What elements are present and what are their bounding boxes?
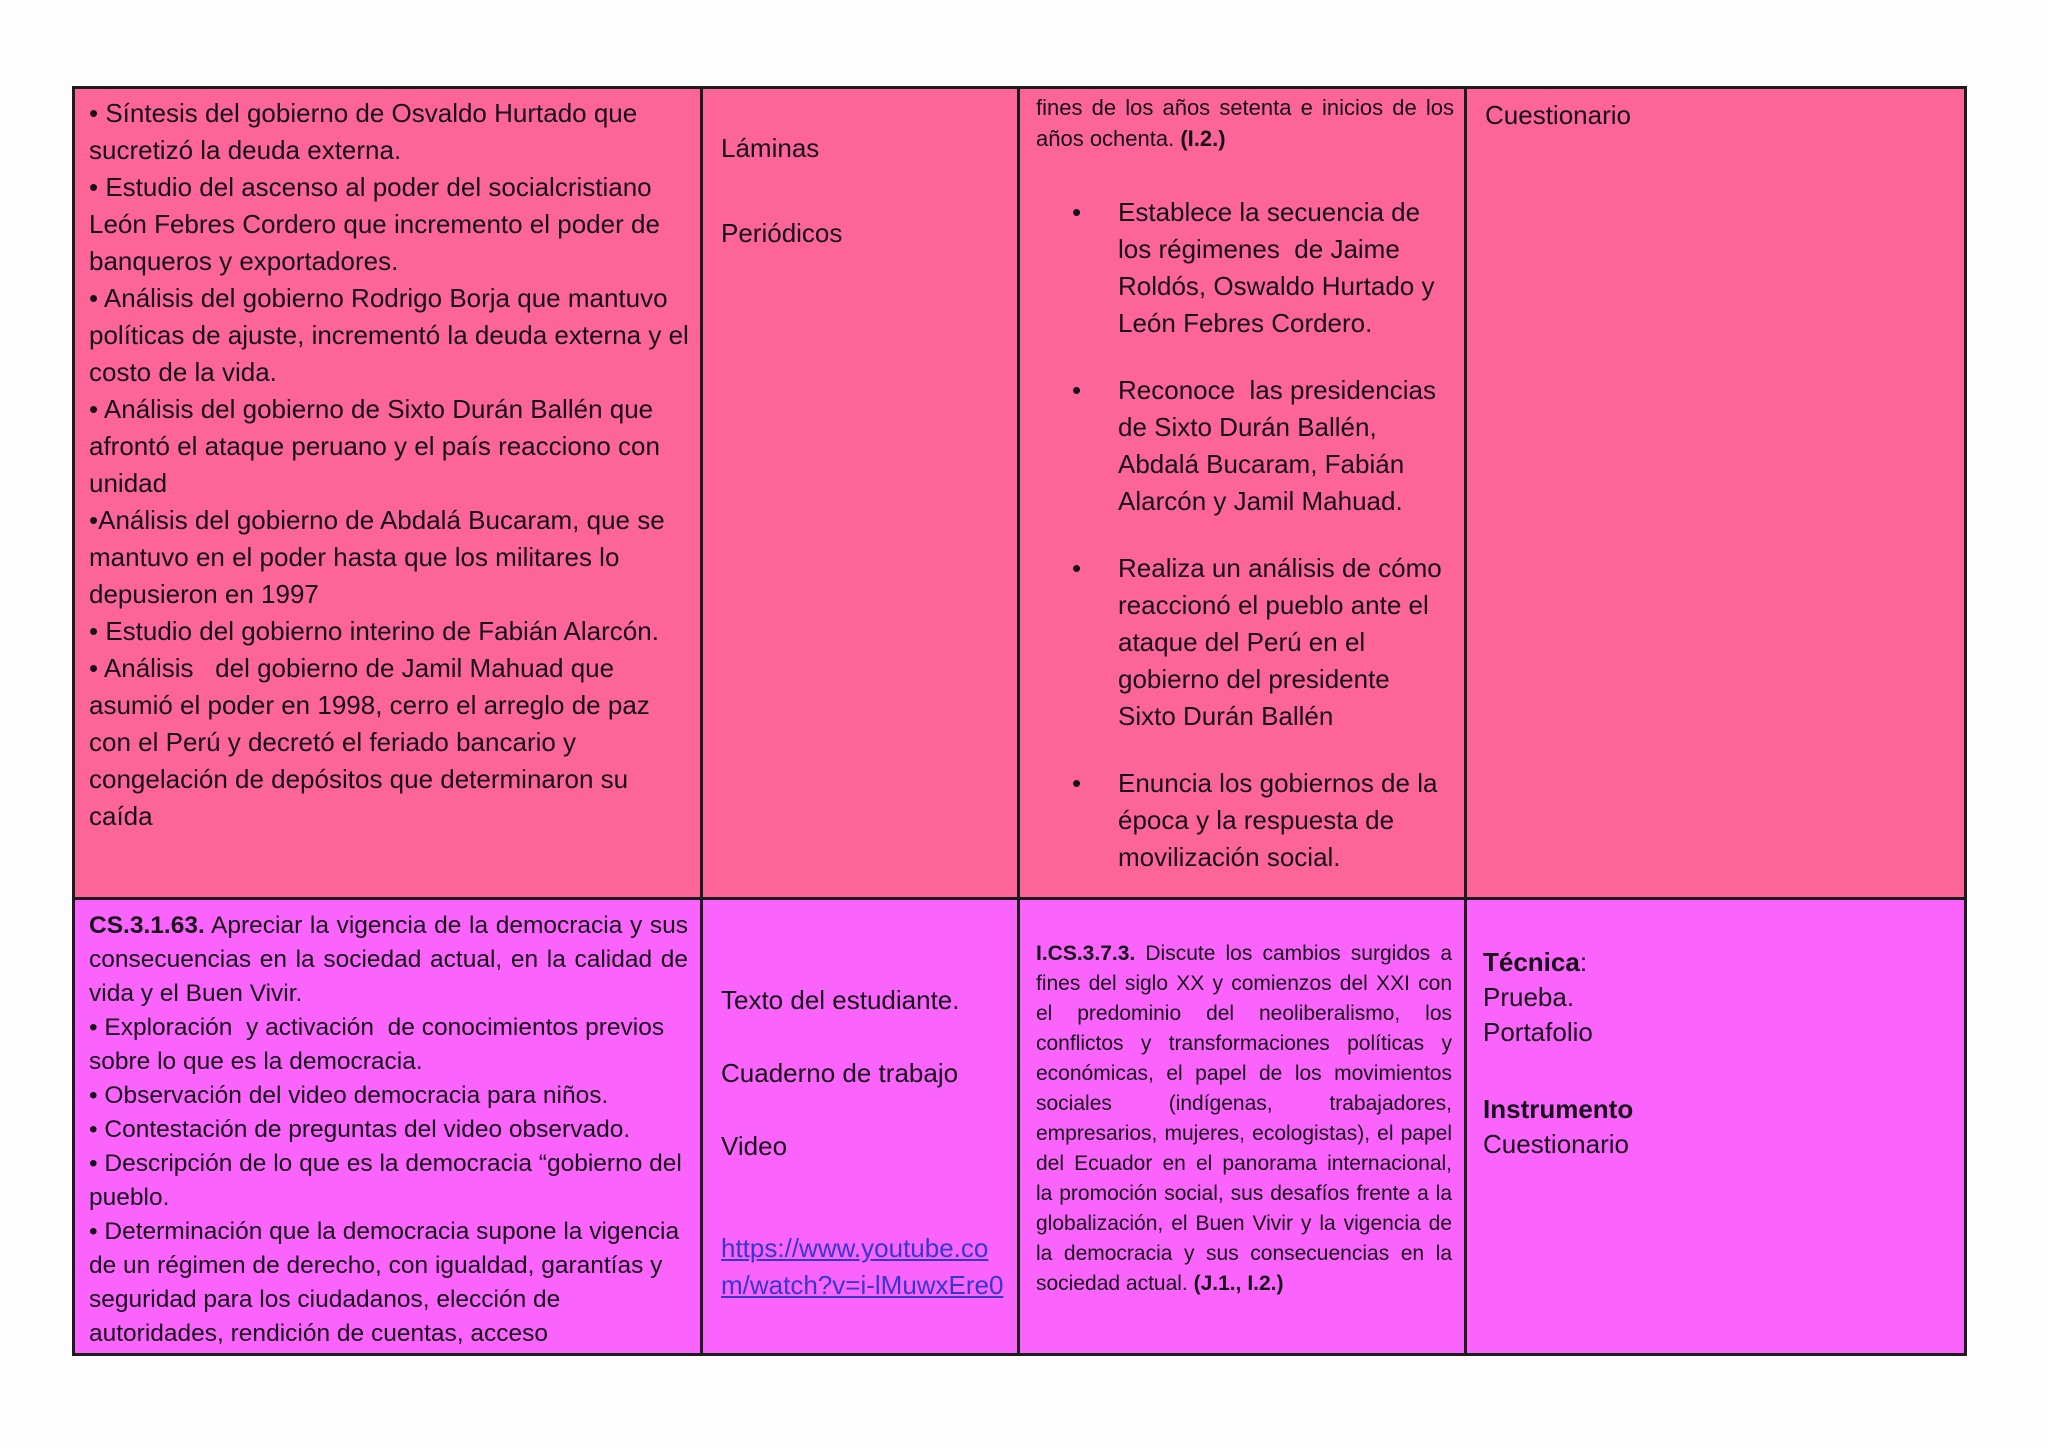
indicator-paragraph xyxy=(1036,939,1452,1299)
resource-periodicos: Periódicos xyxy=(721,218,843,248)
technique-portafolio: Portafolio xyxy=(1483,1017,1593,1047)
lesson-plan-table xyxy=(72,86,1967,1356)
indicator-body: Discute los cambios surgidos a fines del siglo XX y comienzos del XXI con el predominio del neoliberalismo, los conflictos y transformaciones políticas y económicas, el papel de los movimientos sociales (indígenas, trabajadores, empresarios, mujeres, ecologistas), el papel del Ecuador en el panorama internacional, la promoción social, sus desafíos frente a la globalización, el Buen Vivir y la vigencia de la democracia y sus consecuencias en la sociedad actual. xyxy=(1036,942,1452,1295)
cell-skill-democracy xyxy=(75,900,703,1353)
bullet-item: • Síntesis del gobierno de Osvaldo Hurtado que sucretizó la deuda externa. xyxy=(89,98,645,165)
cell-indicator-bottom xyxy=(1020,900,1467,1353)
bullet-item: • Contestación de preguntas del video observado. xyxy=(89,1116,631,1143)
indicator-intro-text: fines de los años setenta e inicios de los años ochenta. xyxy=(1036,95,1454,151)
indicator-code: I.CS.3.7.3. xyxy=(1036,942,1136,965)
instrument-cuestionario: Cuestionario xyxy=(1483,1129,1629,1159)
indicator-intro-ref: (I.2.) xyxy=(1180,126,1226,151)
bullet-item: • Descripción de lo que es la democracia “gobierno del pueblo. xyxy=(89,1150,689,1211)
technique-prueba: Prueba. xyxy=(1483,982,1575,1012)
resource-cuaderno: Cuaderno de trabajo xyxy=(721,1058,959,1088)
bullet-item: • Observación del video democracia para niños. xyxy=(89,1082,609,1109)
skill-intro-text: Apreciar la vigencia de la democracia y sus consecuencias en la sociedad actual, en la calidad de vida y el Buen Vivir. xyxy=(89,912,688,1007)
bullet-item: • Establece la secuencia de los régimenes de Jaime Roldós, Oswaldo Hurtado y León Febres Cordero. xyxy=(1072,194,1454,342)
cell-resources-bottom xyxy=(703,900,1020,1353)
bullet-marker: • xyxy=(1072,553,1082,583)
bullet-item: • Exploración y activación de conocimientos previos sobre lo que es la democracia. xyxy=(89,1014,671,1075)
instrument-block xyxy=(1483,1092,1954,1162)
bullet-item: • Enuncia los gobiernos de la época y la respuesta de movilización social. xyxy=(1072,765,1454,876)
indicator-bullet-list xyxy=(1072,194,1454,876)
resource-texto: Texto del estudiante. xyxy=(721,985,960,1015)
skill-code: CS.3.1.63. xyxy=(89,912,205,939)
bullet-item: • Análisis del gobierno de Jamil Mahuad que asumió el poder en 1998, cerro el arreglo de paz con el Perú y decretó el feriado bancario y congelación de depósitos que determinaron su caída xyxy=(89,653,658,831)
indicator-ref: (J.1., I.2.) xyxy=(1193,1272,1284,1295)
bullet-item: • Reconoce las presidencias de Sixto Durán Ballén, Abdalá Bucaram, Fabián Alarcón y Jamil Mahuad. xyxy=(1072,372,1454,520)
cell-instrument-top xyxy=(1467,89,1964,900)
bullet-marker: • xyxy=(1072,375,1082,405)
cell-activities-governments xyxy=(75,89,703,900)
instrument-cuestionario: Cuestionario xyxy=(1485,100,1631,130)
indicator-intro xyxy=(1036,92,1454,154)
technique-heading: Técnica: xyxy=(1483,947,1588,977)
bullet-item: • Determinación que la democracia supone la vigencia de un régimen de derecho, con igualdad, garantías y seguridad para los ciudadanos, elección de autoridades, rendición de cuentas, acceso xyxy=(89,1218,686,1347)
bullet-item: • Estudio del gobierno interino de Fabián Alarcón. xyxy=(89,616,659,646)
cell-resources-top xyxy=(703,89,1020,900)
video-link-block xyxy=(721,1230,1007,1304)
bullet-item: •Análisis del gobierno de Abdalá Bucaram, que se mantuvo en el poder hasta que los militares lo depusieron en 1997 xyxy=(89,505,672,609)
bullet-item: • Estudio del ascenso al poder del socialcristiano León Febres Cordero que incremento el poder de banqueros y exportadores. xyxy=(89,172,668,276)
bullet-marker: • xyxy=(1072,197,1082,227)
skill-intro xyxy=(89,909,688,1011)
resource-video: Video xyxy=(721,1131,788,1161)
youtube-link[interactable]: https://www.youtube.co m/watch?v=i-lMuwxEre0 xyxy=(721,1233,1004,1300)
cell-technique-instrument xyxy=(1467,900,1964,1353)
resource-laminas: Láminas xyxy=(721,133,820,163)
instrument-heading: Instrumento xyxy=(1483,1094,1634,1124)
cell-indicators-top xyxy=(1020,89,1467,900)
bullet-marker: • xyxy=(1072,768,1082,798)
bullet-item: • Realiza un análisis de cómo reaccionó el pueblo ante el ataque del Perú en el gobierno del presidente Sixto Durán Ballén xyxy=(1072,550,1454,735)
bullet-item: • Análisis del gobierno Rodrigo Borja que mantuvo políticas de ajuste, incrementó la deuda externa y el costo de la vida. xyxy=(89,283,697,387)
bullet-item: • Análisis del gobierno de Sixto Durán Ballén que afrontó el ataque peruano y el país reacciono con unidad xyxy=(89,394,668,498)
